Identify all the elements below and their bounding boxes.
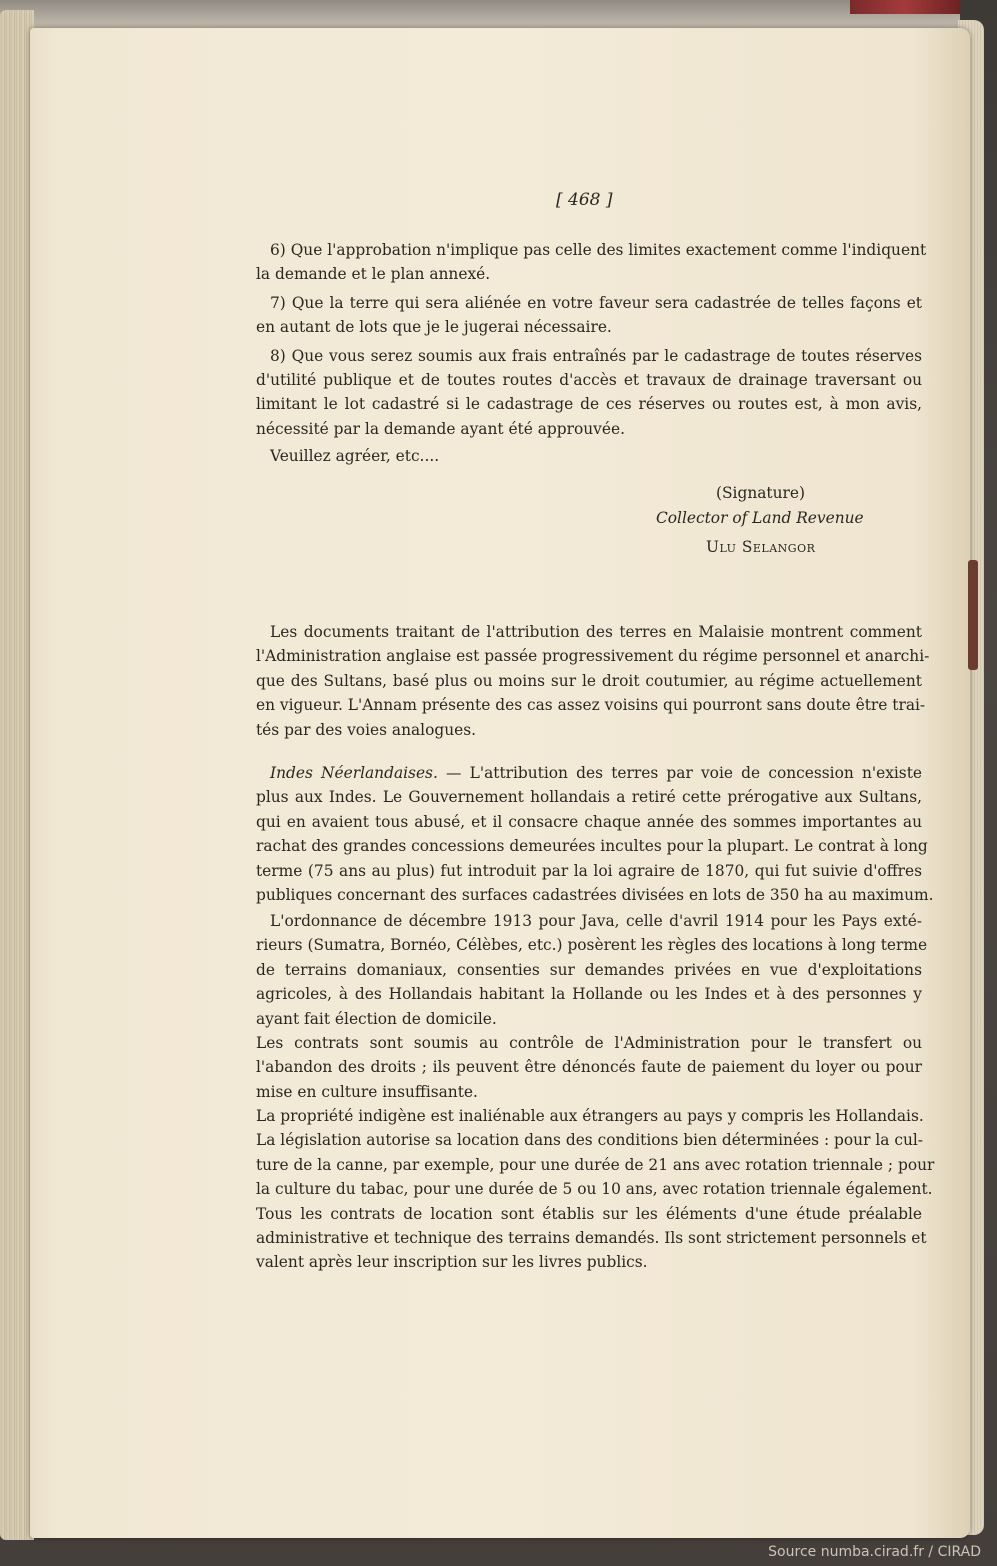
indes-line-6: publiques concernant des surfaces cadastrées divisées en lots de 350 ha au maximum. bbox=[256, 886, 934, 905]
red-binding-tab bbox=[850, 0, 960, 14]
source-credit: Source numba.cirad.fr / CIRAD bbox=[768, 1544, 981, 1560]
contrats-line-1: Les contrats sont soumis au contrôle de l'Administration pour le transfert ou bbox=[256, 1034, 922, 1052]
propriete-line-2: La législation autorise sa location dans des conditions bien déterminées : pour la cul- bbox=[256, 1131, 923, 1150]
indes-line-3: qui en avaient tous abusé, et il consacre chaque année des sommes importantes au bbox=[256, 812, 922, 831]
list-item-7-line-1: 7) Que la terre qui sera aliénée en votre faveur sera cadastrée de telles façons et bbox=[270, 293, 922, 312]
list-block bbox=[256, 238, 927, 469]
book-left-page-edges bbox=[0, 10, 34, 1540]
list-item-6-line-1: 6) Que l'approbation n'implique pas celle des limites exactement comme l'indiquent bbox=[270, 241, 927, 259]
propriete-line-5: Tous les contrats de location sont établis sur les éléments d'une étude préalable bbox=[256, 1204, 922, 1223]
page-number: [ 468 ] bbox=[556, 190, 613, 210]
paragraph-malaisie bbox=[256, 620, 930, 742]
contrats-line-2: l'abandon des droits ; ils peuvent être dénoncés faute de paiement du loyer ou pour bbox=[256, 1058, 922, 1077]
indes-line-1-rest: — L'attribution des terres par voie de concession n'existe bbox=[446, 764, 922, 782]
propriete-line-4: la culture du tabac, pour une durée de 5 ou 10 ans, avec rotation triennale également. bbox=[256, 1180, 933, 1199]
ordonnance-line-1: L'ordonnance de décembre 1913 pour Java, celle d'avril 1914 pour les Pays exté- bbox=[270, 912, 922, 930]
list-item-7-line-2: en autant de lots que je le jugerai nécessaire. bbox=[256, 318, 612, 337]
section-heading-indes: Indes Néerlandaises. bbox=[270, 764, 438, 782]
ordonnance-line-3: de terrains domaniaux, consenties sur demandes privées en vue d'exploitations bbox=[256, 960, 922, 979]
page-clip bbox=[968, 560, 978, 670]
propriete-line-7: valent après leur inscription sur les livres publics. bbox=[256, 1253, 648, 1272]
malaisie-line-3: que des Sultans, basé plus ou moins sur le droit coutumier, au régime actuellement bbox=[256, 671, 922, 690]
propriete-line-6: administrative et technique des terrains demandés. Ils sont strictement personnels et bbox=[256, 1229, 927, 1248]
ordonnance-line-4: agricoles, à des Hollandais habitant la Hollande ou les Indes et à des personnes y bbox=[256, 985, 922, 1004]
signature-place: Ulu Selangor bbox=[706, 538, 816, 556]
ordonnance-line-2: rieurs (Sumatra, Bornéo, Célèbes, etc.) posèrent les règles des locations à long terme bbox=[256, 936, 928, 955]
paragraph-contrats bbox=[256, 1031, 922, 1104]
list-item-8-line-3: limitant le lot cadastré si le cadastrage de ces réserves ou routes est, à mon avis, bbox=[256, 395, 922, 414]
paragraph-propriete bbox=[256, 1104, 935, 1275]
propriete-line-1: La propriété indigène est inaliénable aux étrangers au pays y compris les Hollandais. bbox=[256, 1107, 924, 1125]
paragraph-ordonnance bbox=[256, 909, 928, 1031]
indes-line-5: terme (75 ans au plus) fut introduit par la loi agraire de 1870, qui fut suivie d'offres bbox=[256, 861, 922, 880]
closing-formula: Veuillez agréer, etc.... bbox=[270, 447, 440, 466]
list-item-8-line-2: d'utilité publique et de toutes routes d'accès et travaux de drainage traversant ou bbox=[256, 371, 922, 390]
signature-label: (Signature) bbox=[716, 484, 805, 502]
list-item-6-line-2: la demande et le plan annexé. bbox=[256, 265, 491, 284]
paragraph-indes bbox=[256, 761, 934, 907]
ordonnance-line-5: ayant fait élection de domicile. bbox=[256, 1009, 497, 1028]
malaisie-line-5: tés par des voies analogues. bbox=[256, 720, 477, 739]
indes-line-1 bbox=[256, 761, 922, 785]
contrats-line-3: mise en culture insuffisante. bbox=[256, 1082, 478, 1101]
malaisie-line-2: l'Administration anglaise est passée progressivement du régime personnel et anarchi- bbox=[256, 647, 930, 666]
propriete-line-3: ture de la canne, par exemple, pour une durée de 21 ans avec rotation triennale ; pour bbox=[256, 1155, 935, 1174]
signature-title: Collector of Land Revenue bbox=[656, 509, 864, 527]
indes-line-4: rachat des grandes concessions demeurées incultes pour la plupart. Le contrat à long bbox=[256, 837, 928, 856]
malaisie-line-4: en vigueur. L'Annam présente des cas assez voisins qui pourront sans doute être trai- bbox=[256, 696, 926, 715]
indes-line-2: plus aux Indes. Le Gouvernement hollandais a retiré cette prérogative aux Sultans, bbox=[256, 788, 922, 807]
list-item-8-line-4: nécessité par la demande ayant été approuvée. bbox=[256, 419, 625, 438]
list-item-8-line-1: 8) Que vous serez soumis aux frais entraînés par le cadastrage de toutes réserves bbox=[270, 346, 922, 365]
malaisie-line-1: Les documents traitant de l'attribution des terres en Malaisie montrent comment bbox=[270, 623, 922, 641]
